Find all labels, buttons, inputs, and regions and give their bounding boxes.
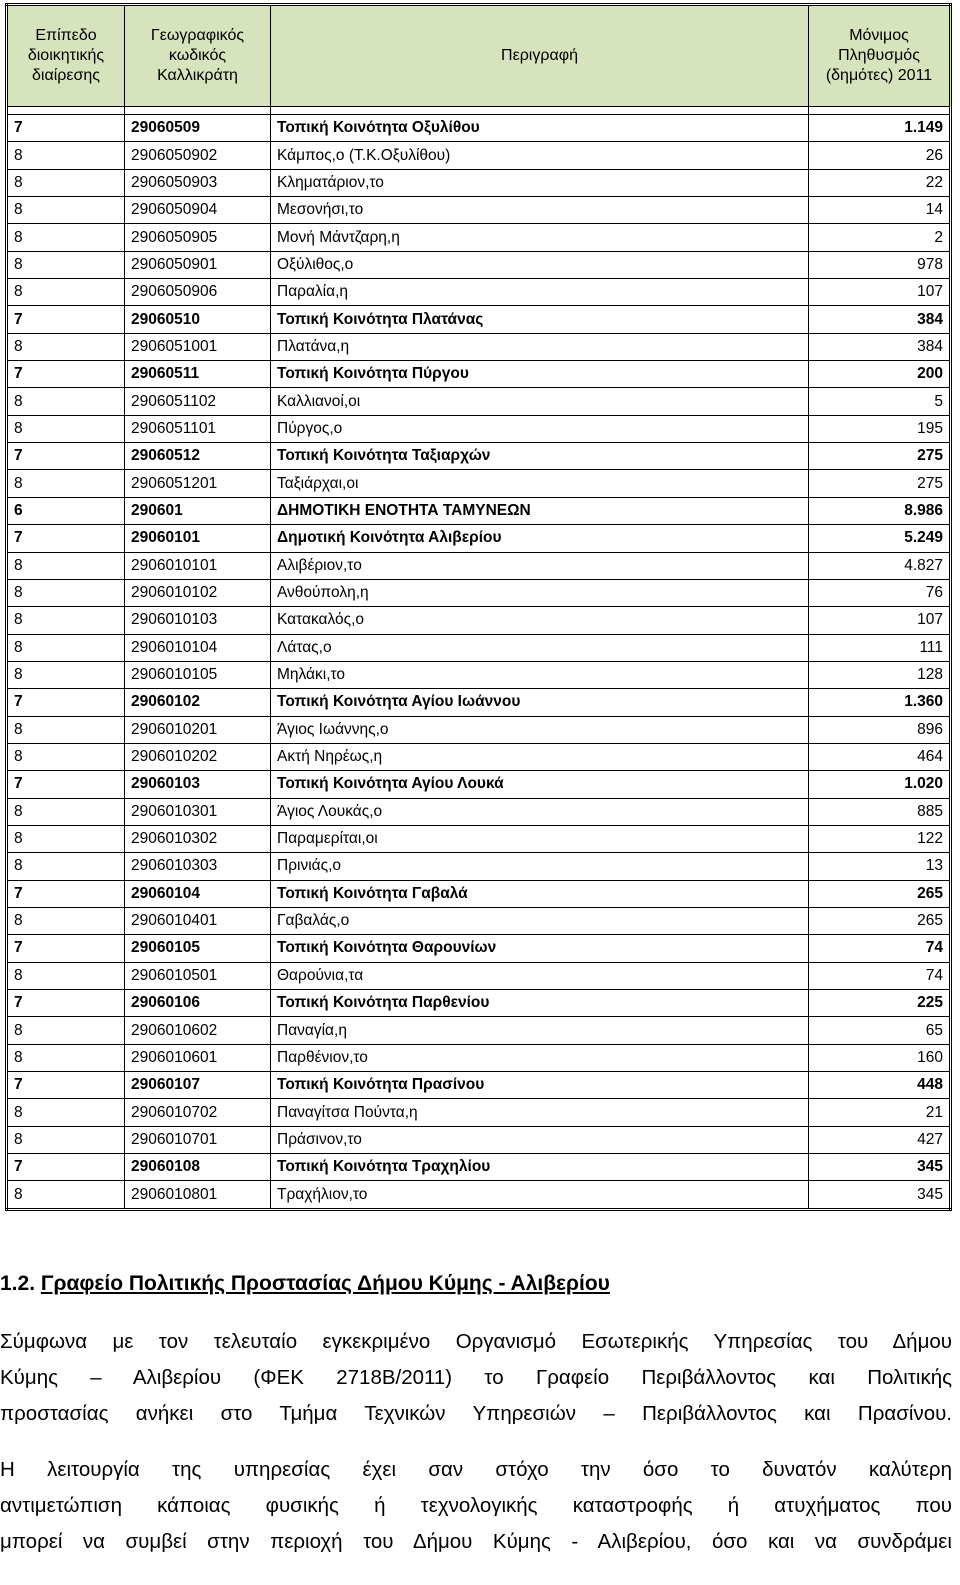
cell-code: 2906010702 <box>125 1099 271 1126</box>
paragraph-2-line: αντιμετώπιση κάποιας φυσικής ή τεχνολογικής καταστροφής ή ατυχήματος που <box>0 1494 952 1517</box>
table-row <box>7 142 951 169</box>
cell-population: 384 <box>809 333 951 360</box>
cell-population: 265 <box>809 907 951 934</box>
table-row <box>7 907 951 934</box>
cell-population: 128 <box>809 661 951 688</box>
cell-population: 160 <box>809 1044 951 1071</box>
cell-name: Παραλία,η <box>271 279 809 306</box>
cell-population: 5.249 <box>809 525 951 552</box>
cell-level: 8 <box>7 251 125 278</box>
table-row <box>7 552 951 579</box>
paragraph-1-line: προστασίας ανήκει στο Τμήμα Τεχνικών Υπηρεσιών – Περιβάλλοντος και Πρασίνου. <box>0 1402 952 1425</box>
table-row <box>7 1099 951 1126</box>
cell-population: 275 <box>809 443 951 470</box>
cell-name: Κληματάριον,το <box>271 169 809 196</box>
cell-level: 8 <box>7 853 125 880</box>
cell-name: Τοπική Κοινότητα Θαρουνίων <box>271 935 809 962</box>
cell-level: 6 <box>7 497 125 524</box>
table-row <box>7 415 951 442</box>
cell-population: 885 <box>809 798 951 825</box>
cell-code: 2906010501 <box>125 962 271 989</box>
cell-population: 14 <box>809 197 951 224</box>
table-row <box>7 689 951 716</box>
cell-code: 2906050901 <box>125 251 271 278</box>
cell-code: 29060106 <box>125 990 271 1017</box>
paragraph-2 <box>0 1452 952 1560</box>
cell-population: 13 <box>809 853 951 880</box>
table-row <box>7 333 951 360</box>
cell-level: 7 <box>7 771 125 798</box>
cell-code: 2906050905 <box>125 224 271 251</box>
cell-level: 7 <box>7 306 125 333</box>
cell-level: 8 <box>7 579 125 606</box>
cell-level: 8 <box>7 1044 125 1071</box>
cell-code: 29060511 <box>125 361 271 388</box>
cell-population: 122 <box>809 825 951 852</box>
cell-name: Μεσονήσι,το <box>271 197 809 224</box>
cell-name: Ταξιάρχαι,οι <box>271 470 809 497</box>
cell-code: 2906010602 <box>125 1017 271 1044</box>
cell-code: 29060108 <box>125 1154 271 1181</box>
table-row <box>7 388 951 415</box>
cell-level: 8 <box>7 907 125 934</box>
cell-name: Τοπική Κοινότητα Οξυλίθου <box>271 115 809 142</box>
cell-name: Άγιος Ιωάννης,ο <box>271 716 809 743</box>
cell-name: Πύργος,ο <box>271 415 809 442</box>
cell-population: 1.020 <box>809 771 951 798</box>
table-row <box>7 935 951 962</box>
cell-code: 2906010102 <box>125 579 271 606</box>
cell-level: 8 <box>7 169 125 196</box>
cell-name: Άγιος Λουκάς,ο <box>271 798 809 825</box>
cell-code: 2906051001 <box>125 333 271 360</box>
cell-level: 8 <box>7 1017 125 1044</box>
cell-name: Ανθούπολη,η <box>271 579 809 606</box>
cell-code: 2906010101 <box>125 552 271 579</box>
table-row <box>7 306 951 333</box>
table-row <box>7 470 951 497</box>
table-row <box>7 1181 951 1209</box>
header-population: Μόνιμος Πληθυσμός (δημότες) 2011 <box>809 5 951 107</box>
cell-code: 29060105 <box>125 935 271 962</box>
cell-name: Τοπική Κοινότητα Παρθενίου <box>271 990 809 1017</box>
table-row <box>7 798 951 825</box>
cell-name: Καλλιανοί,οι <box>271 388 809 415</box>
table-row <box>7 579 951 606</box>
cell-code: 2906010201 <box>125 716 271 743</box>
cell-level: 7 <box>7 361 125 388</box>
section-title: Γραφείο Πολιτικής Προστασίας Δήμου Κύμης - Αλιβερίου <box>40 1272 610 1295</box>
cell-code: 29060102 <box>125 689 271 716</box>
paragraph-2-line: Η λειτουργία της υπηρεσίας έχει σαν στόχο την όσο το δυνατόν καλύτερη <box>0 1458 952 1481</box>
cell-name: Λάτας,ο <box>271 634 809 661</box>
cell-code: 29060103 <box>125 771 271 798</box>
cell-population: 65 <box>809 1017 951 1044</box>
cell-level: 7 <box>7 689 125 716</box>
table-row <box>7 1126 951 1153</box>
table-row <box>7 1044 951 1071</box>
cell-code: 2906010104 <box>125 634 271 661</box>
cell-population: 225 <box>809 990 951 1017</box>
cell-code: 2906010302 <box>125 825 271 852</box>
cell-name: Πρινιάς,ο <box>271 853 809 880</box>
cell-name: Τραχήλιον,το <box>271 1181 809 1209</box>
cell-population: 978 <box>809 251 951 278</box>
cell-level: 8 <box>7 197 125 224</box>
cell-level: 8 <box>7 962 125 989</box>
table-row <box>7 990 951 1017</box>
cell-population: 107 <box>809 607 951 634</box>
table-row <box>7 197 951 224</box>
cell-population: 74 <box>809 962 951 989</box>
cell-name: Μηλάκι,το <box>271 661 809 688</box>
cell-population: 2 <box>809 224 951 251</box>
table-row <box>7 661 951 688</box>
cell-level: 8 <box>7 1126 125 1153</box>
cell-level: 8 <box>7 279 125 306</box>
cell-population: 384 <box>809 306 951 333</box>
paragraph-2-line: μπορεί να συμβεί στην περιοχή του Δήμου Κύμης - Αλιβερίου, όσο και να συνδράμει <box>0 1530 952 1553</box>
cell-level: 8 <box>7 415 125 442</box>
cell-population: 345 <box>809 1181 951 1209</box>
population-table-container <box>5 3 949 1211</box>
cell-population: 76 <box>809 579 951 606</box>
cell-level: 7 <box>7 1072 125 1099</box>
table-row <box>7 1072 951 1099</box>
cell-level: 8 <box>7 825 125 852</box>
section-number: 1.2. <box>0 1272 36 1295</box>
table-row <box>7 279 951 306</box>
cell-code: 29060107 <box>125 1072 271 1099</box>
cell-level: 7 <box>7 935 125 962</box>
header-code: Γεωγραφικός κωδικός Καλλικράτη <box>125 5 271 107</box>
cell-name: Παναγίτσα Πούντα,η <box>271 1099 809 1126</box>
cell-name: Ακτή Νηρέως,η <box>271 743 809 770</box>
cell-population: 5 <box>809 388 951 415</box>
cell-level: 7 <box>7 115 125 142</box>
cell-population: 26 <box>809 142 951 169</box>
cell-name: Δημοτική Κοινότητα Αλιβερίου <box>271 525 809 552</box>
cell-code: 29060512 <box>125 443 271 470</box>
cell-level: 8 <box>7 1181 125 1209</box>
table-body <box>7 107 951 1210</box>
cell-name: Μονή Μάντζαρη,η <box>271 224 809 251</box>
cell-population: 200 <box>809 361 951 388</box>
cell-population: 8.986 <box>809 497 951 524</box>
cell-code: 2906050903 <box>125 169 271 196</box>
cell-name: Κατακαλός,ο <box>271 607 809 634</box>
cell-code: 2906010105 <box>125 661 271 688</box>
cell-name: Τοπική Κοινότητα Αγίου Λουκά <box>271 771 809 798</box>
table-row <box>7 169 951 196</box>
cell-code: 29060104 <box>125 880 271 907</box>
cell-name: Αλιβέριον,το <box>271 552 809 579</box>
cell-population: 275 <box>809 470 951 497</box>
cell-population: 265 <box>809 880 951 907</box>
cell-name: Οξύλιθος,ο <box>271 251 809 278</box>
cell-code: 2906050906 <box>125 279 271 306</box>
cell-population: 74 <box>809 935 951 962</box>
cell-name: Τοπική Κοινότητα Αγίου Ιωάννου <box>271 689 809 716</box>
cell-code: 2906050902 <box>125 142 271 169</box>
cell-code: 2906050904 <box>125 197 271 224</box>
population-table <box>5 3 952 1211</box>
header-description: Περιγραφή <box>271 5 809 107</box>
cell-name: Τοπική Κοινότητα Πλατάνας <box>271 306 809 333</box>
cell-level: 8 <box>7 743 125 770</box>
cell-name: Παναγία,η <box>271 1017 809 1044</box>
table-row <box>7 1017 951 1044</box>
cell-code: 2906010202 <box>125 743 271 770</box>
cell-code: 2906010801 <box>125 1181 271 1209</box>
table-row <box>7 1154 951 1181</box>
cell-name: Τοπική Κοινότητα Ταξιαρχών <box>271 443 809 470</box>
cell-name: Παραμερίται,οι <box>271 825 809 852</box>
table-header-row <box>7 5 951 107</box>
cell-level: 7 <box>7 990 125 1017</box>
cell-code: 2906010303 <box>125 853 271 880</box>
cell-code: 2906010701 <box>125 1126 271 1153</box>
cell-code: 2906010601 <box>125 1044 271 1071</box>
cell-level: 8 <box>7 142 125 169</box>
table-row <box>7 115 951 142</box>
cell-name: ΔΗΜΟΤΙΚΗ ΕΝΟΤΗΤΑ ΤΑΜΥΝΕΩΝ <box>271 497 809 524</box>
table-row <box>7 361 951 388</box>
cell-code: 2906051101 <box>125 415 271 442</box>
cell-population: 464 <box>809 743 951 770</box>
cell-level: 8 <box>7 470 125 497</box>
cell-level: 8 <box>7 661 125 688</box>
cell-code: 29060509 <box>125 115 271 142</box>
cell-name: Τοπική Κοινότητα Τραχηλίου <box>271 1154 809 1181</box>
cell-population: 4.827 <box>809 552 951 579</box>
cell-name: Πλατάνα,η <box>271 333 809 360</box>
paragraph-1-line: Κύμης – Αλιβερίου (ΦΕΚ 2718Β/2011) το Γραφείο Περιβάλλοντος και Πολιτικής <box>0 1366 952 1389</box>
cell-level: 8 <box>7 333 125 360</box>
table-row <box>7 497 951 524</box>
header-level: Επίπεδο διοικητικής διαίρεσης <box>7 5 125 107</box>
table-row <box>7 771 951 798</box>
cell-population: 21 <box>809 1099 951 1126</box>
table-row <box>7 825 951 852</box>
cell-code: 2906051201 <box>125 470 271 497</box>
cell-name: Τοπική Κοινότητα Πύργου <box>271 361 809 388</box>
cell-name: Κάμπος,ο (Τ.Κ.Οξυλίθου) <box>271 142 809 169</box>
cell-level: 7 <box>7 1154 125 1181</box>
table-row <box>7 716 951 743</box>
table-row <box>7 853 951 880</box>
cell-population: 896 <box>809 716 951 743</box>
cell-level: 7 <box>7 880 125 907</box>
cell-code: 29060510 <box>125 306 271 333</box>
cell-name: Παρθένιον,το <box>271 1044 809 1071</box>
cell-level: 8 <box>7 716 125 743</box>
cell-name: Τοπική Κοινότητα Πρασίνου <box>271 1072 809 1099</box>
table-row <box>7 962 951 989</box>
cell-name: Θαρούνια,τα <box>271 962 809 989</box>
paragraph-1-line: Σύμφωνα με τον τελευταίο εγκεκριμένο Οργανισμό Εσωτερικής Υπηρεσίας του Δήμου <box>0 1330 952 1353</box>
header-spacer-row <box>7 107 951 115</box>
cell-code: 2906010103 <box>125 607 271 634</box>
cell-code: 2906010301 <box>125 798 271 825</box>
cell-code: 290601 <box>125 497 271 524</box>
table-row <box>7 224 951 251</box>
cell-level: 7 <box>7 443 125 470</box>
table-row <box>7 443 951 470</box>
cell-population: 1.149 <box>809 115 951 142</box>
cell-population: 1.360 <box>809 689 951 716</box>
paragraph-1 <box>0 1324 952 1432</box>
cell-level: 8 <box>7 634 125 661</box>
cell-population: 111 <box>809 634 951 661</box>
table-row <box>7 743 951 770</box>
table-row <box>7 634 951 661</box>
table-row <box>7 880 951 907</box>
cell-population: 195 <box>809 415 951 442</box>
cell-code: 29060101 <box>125 525 271 552</box>
cell-population: 107 <box>809 279 951 306</box>
cell-population: 22 <box>809 169 951 196</box>
cell-population: 345 <box>809 1154 951 1181</box>
cell-level: 8 <box>7 388 125 415</box>
cell-level: 8 <box>7 607 125 634</box>
cell-name: Τοπική Κοινότητα Γαβαλά <box>271 880 809 907</box>
cell-code: 2906010401 <box>125 907 271 934</box>
cell-population: 448 <box>809 1072 951 1099</box>
cell-level: 8 <box>7 798 125 825</box>
cell-level: 8 <box>7 1099 125 1126</box>
cell-level: 8 <box>7 224 125 251</box>
cell-level: 8 <box>7 552 125 579</box>
cell-name: Πράσινον,το <box>271 1126 809 1153</box>
cell-name: Γαβαλάς,ο <box>271 907 809 934</box>
table-row <box>7 607 951 634</box>
section-heading <box>0 1272 610 1296</box>
table-row <box>7 251 951 278</box>
cell-code: 2906051102 <box>125 388 271 415</box>
table-row <box>7 525 951 552</box>
cell-level: 7 <box>7 525 125 552</box>
cell-population: 427 <box>809 1126 951 1153</box>
